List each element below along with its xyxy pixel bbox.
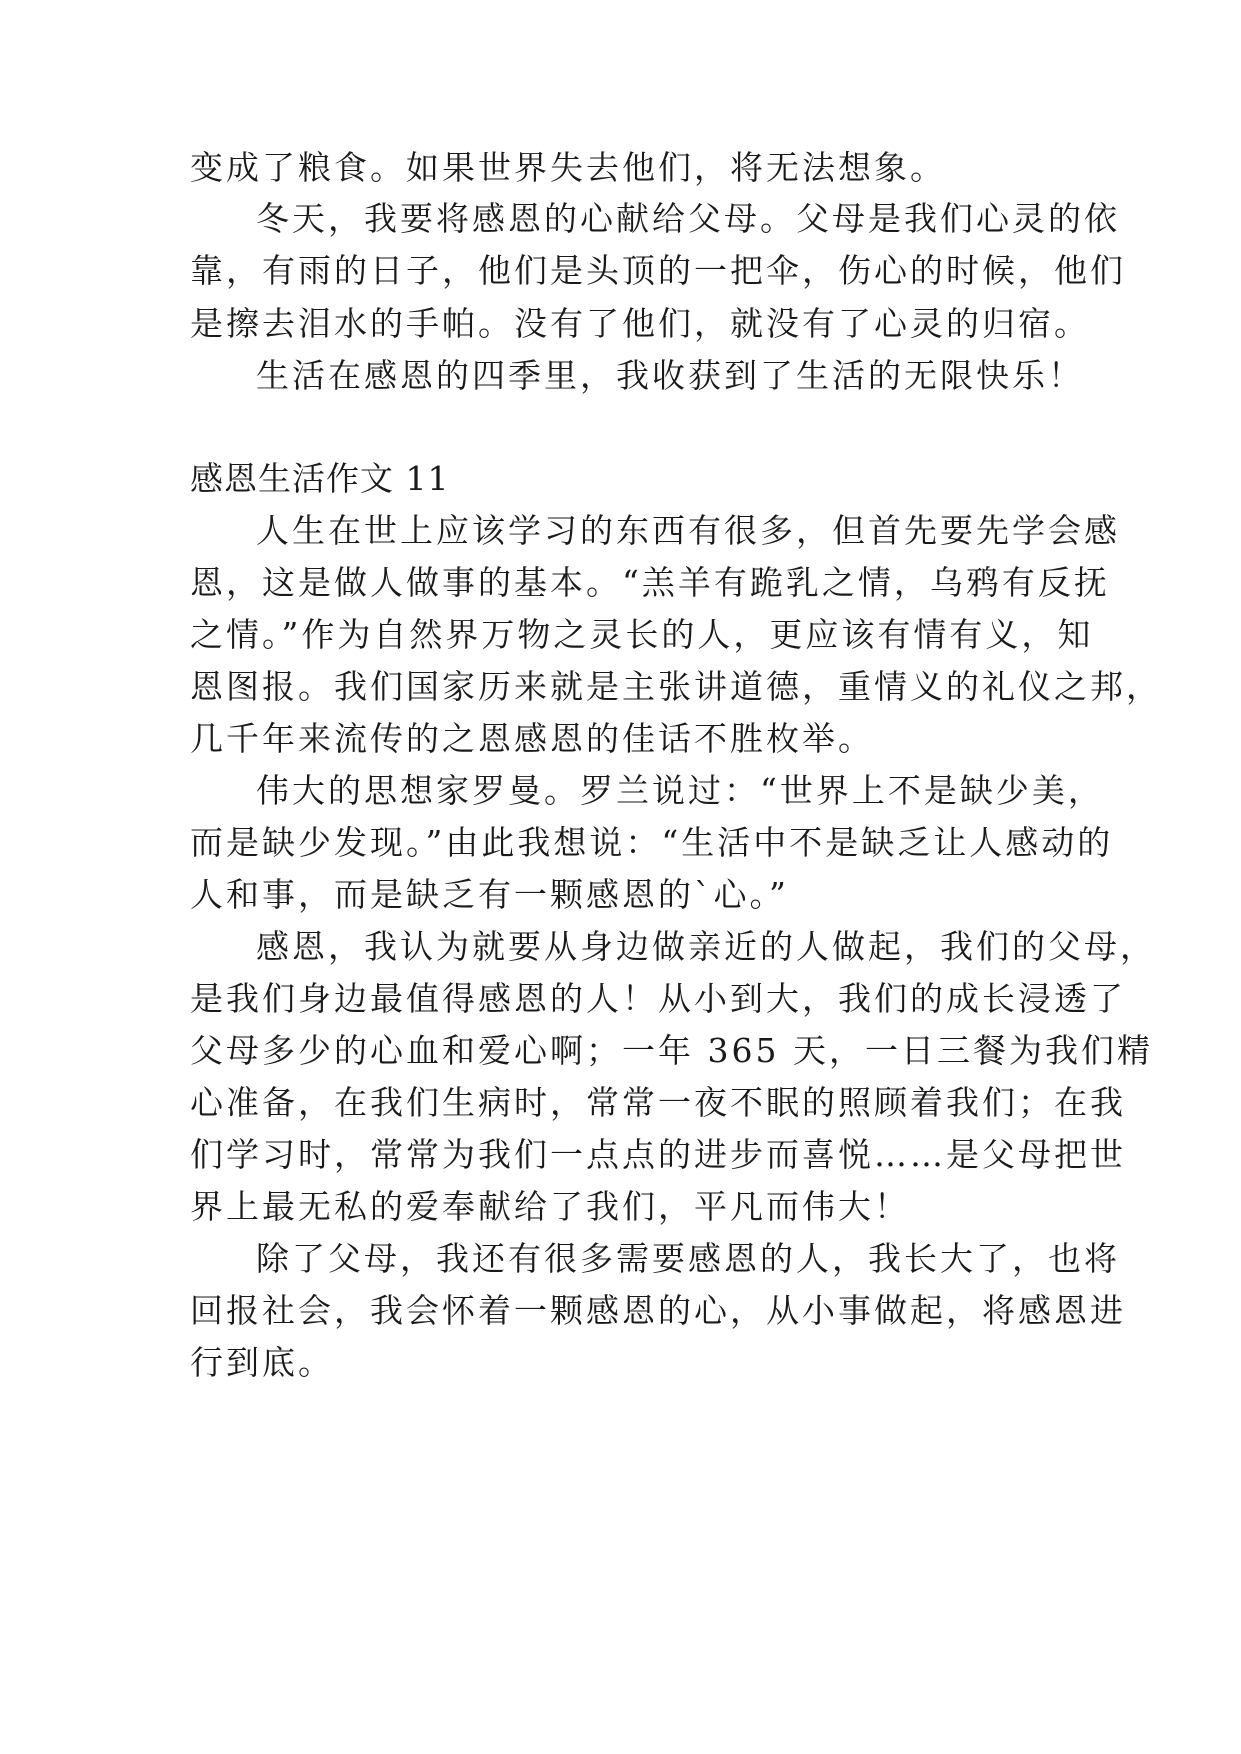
paragraph-line: 之情。”作为自然界万物之灵长的人，更应该有情有义，知 xyxy=(190,615,1094,654)
paragraph-line: 恩，这是做人做事的基本。“羔羊有跪乳之情，乌鸦有反抚 xyxy=(190,563,1110,602)
paragraph-line: 人和事，而是缺乏有一颗感恩的`心。” xyxy=(190,875,789,914)
paragraph-line: 回报社会，我会怀着一颗感恩的心，从小事做起，将感恩进 xyxy=(190,1291,1126,1330)
paragraph-line: 伟大的思想家罗曼。罗兰说过：“世界上不是缺少美， xyxy=(256,771,1104,810)
paragraph-line: 人生在世上应该学习的东西有很多，但首先要先学会感 xyxy=(256,511,1120,550)
paragraph-line: 父母多少的心血和爱心啊；一年 365 天，一日三餐为我们精 xyxy=(190,1031,1153,1070)
paragraph-line: 心准备，在我们生病时，常常一夜不眠的照顾着我们；在我 xyxy=(190,1083,1126,1122)
paragraph-line: 几千年来流传的之恩感恩的佳话不胜枚举。 xyxy=(190,719,874,758)
paragraph-line: 除了父母，我还有很多需要感恩的人，我长大了，也将 xyxy=(256,1239,1120,1278)
paragraph-line: 们学习时，常常为我们一点点的进步而喜悦……是父母把世 xyxy=(190,1135,1126,1174)
paragraph-line: 是擦去泪水的手帕。没有了他们，就没有了心灵的归宿。 xyxy=(190,304,1090,343)
paragraph-line: 是我们身边最值得感恩的人！从小到大，我们的成长浸透了 xyxy=(190,979,1126,1018)
paragraph-line: 生活在感恩的四季里，我收获到了生活的无限快乐！ xyxy=(256,356,1084,395)
paragraph-line: 行到底。 xyxy=(190,1343,334,1382)
essay-heading: 感恩生活作文 11 xyxy=(190,459,450,498)
paragraph-line: 靠，有雨的日子，他们是头顶的一把伞，伤心的时候，他们 xyxy=(190,251,1126,290)
paragraph-line: 感恩，我认为就要从身边做亲近的人做起，我们的父母， xyxy=(256,927,1156,966)
paragraph-line: 变成了粮食。如果世界失去他们，将无法想象。 xyxy=(190,148,946,187)
paragraph-line: 而是缺少发现。”由此我想说：“生活中不是缺乏让人感动的 xyxy=(190,823,1114,862)
paragraph-line: 冬天，我要将感恩的心献给父母。父母是我们心灵的依 xyxy=(256,199,1120,238)
paragraph-line: 界上最无私的爱奉献给了我们，平凡而伟大！ xyxy=(190,1187,910,1226)
paragraph-line: 恩图报。我们国家历来就是主张讲道德，重情义的礼仪之邦， xyxy=(190,667,1162,706)
